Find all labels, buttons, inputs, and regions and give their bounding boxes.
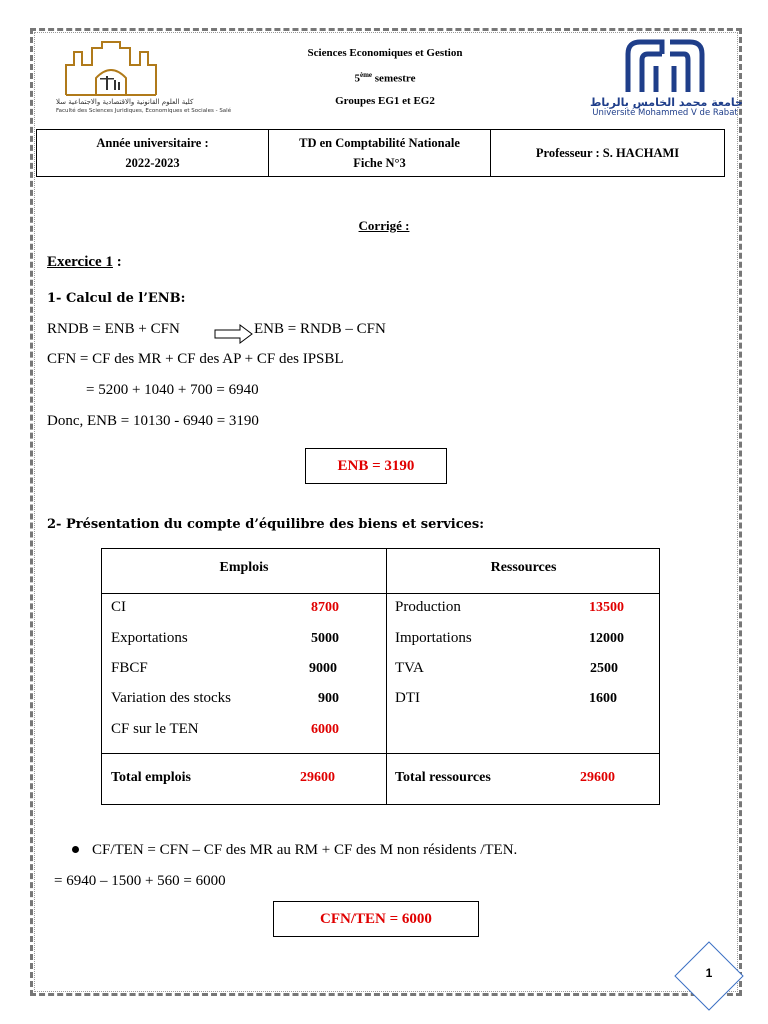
groups: Groupes EG1 et EG2 bbox=[335, 94, 435, 107]
equilibrium-account-table bbox=[101, 548, 660, 805]
ressources-label: Importations bbox=[395, 630, 472, 646]
course-title: TD en Comptabilité Nationale bbox=[299, 136, 460, 150]
emplois-value: 8700 bbox=[311, 600, 339, 615]
emplois-value: 5000 bbox=[311, 631, 339, 646]
university-name-french: Université Mohammed V de Rabat bbox=[592, 108, 738, 118]
emplois-value: 9000 bbox=[309, 661, 337, 676]
faculty-name-french: Faculté des Sciences Juridiques, Economiques et Sociales - Salé bbox=[56, 108, 232, 114]
page-number-badge bbox=[673, 940, 745, 1012]
emplois-value: 6000 bbox=[311, 722, 339, 737]
course-header bbox=[250, 42, 520, 112]
faculty-emblem-icon bbox=[56, 40, 166, 98]
total-ressources-label: Total ressources bbox=[395, 770, 491, 785]
sheet-number: Fiche N°3 bbox=[353, 156, 406, 170]
emplois-label: Variation des stocks bbox=[111, 690, 231, 706]
semester: 5ème semestre bbox=[354, 71, 416, 85]
cften-formula: CF/TEN = CFN – CF des MR au RM + CF des M non résidents /TEN. bbox=[92, 842, 518, 858]
total-ressources-value: 29600 bbox=[580, 770, 615, 785]
faculty-logo bbox=[56, 40, 232, 115]
total-emplois-label: Total emplois bbox=[111, 770, 191, 785]
professor-cell bbox=[491, 130, 724, 176]
academic-year-cell bbox=[37, 130, 269, 176]
emplois-header: Emplois bbox=[219, 560, 269, 575]
equation-cfn: CFN = CF des MR + CF des AP + CF des IPSBL bbox=[47, 351, 344, 367]
question-2-heading: 2- Présentation du compte d’équilibre des biens et services: bbox=[47, 517, 485, 532]
equation-enb: ENB = RNDB – CFN bbox=[254, 321, 386, 337]
professor-name: Professeur : S. HACHAMI bbox=[535, 146, 680, 160]
emplois-label: CI bbox=[111, 599, 126, 615]
page-number: 1 bbox=[705, 966, 713, 980]
ressources-value: 1600 bbox=[589, 691, 617, 706]
ressources-value: 2500 bbox=[590, 661, 618, 676]
emplois-label: Exportations bbox=[111, 630, 188, 646]
page-title: Corrigé : bbox=[358, 218, 410, 233]
info-table bbox=[36, 129, 725, 177]
university-name-arabic: جامعة محمد الخامس بالرباط bbox=[590, 96, 743, 109]
university-emblem-icon bbox=[590, 36, 740, 96]
cften-calculation: = 6940 – 1500 + 560 = 6000 bbox=[54, 873, 226, 889]
ressources-header: Ressources bbox=[490, 560, 557, 575]
cften-result-box: CFN/TEN = 6000 bbox=[273, 901, 479, 937]
equation-rndb: RNDB = ENB + CFN bbox=[47, 321, 180, 337]
program-name: Sciences Economiques et Gestion bbox=[307, 47, 463, 59]
ressources-label: Production bbox=[395, 599, 461, 615]
academic-year-label: Année universitaire : bbox=[96, 136, 209, 150]
question-1-heading: 1- Calcul de l’ENB: bbox=[47, 291, 186, 306]
total-emplois-value: 29600 bbox=[300, 770, 335, 785]
enb-result-box: ENB = 3190 bbox=[305, 448, 447, 484]
ressources-value: 12000 bbox=[589, 631, 624, 646]
emplois-value: 900 bbox=[318, 691, 339, 706]
emplois-label: FBCF bbox=[111, 660, 148, 676]
bullet-icon bbox=[72, 846, 79, 853]
equation-cfn-calc: = 5200 + 1040 + 700 = 6940 bbox=[86, 382, 259, 398]
emplois-label: CF sur le TEN bbox=[111, 721, 199, 737]
academic-year-value: 2022-2023 bbox=[125, 156, 180, 170]
university-logo bbox=[590, 36, 743, 121]
ressources-label: TVA bbox=[395, 660, 424, 676]
ressources-label: DTI bbox=[395, 690, 420, 706]
faculty-name-arabic: كلية العلوم القانونية والاقتصادية والاجتماعية سلا bbox=[56, 98, 194, 106]
equation-enb-calc: Donc, ENB = 10130 - 6940 = 3190 bbox=[47, 413, 259, 429]
ressources-value: 13500 bbox=[589, 600, 624, 615]
implies-arrow-icon bbox=[214, 324, 254, 344]
course-cell bbox=[269, 130, 491, 176]
exercise-heading: Exercice 1 : bbox=[47, 254, 122, 270]
